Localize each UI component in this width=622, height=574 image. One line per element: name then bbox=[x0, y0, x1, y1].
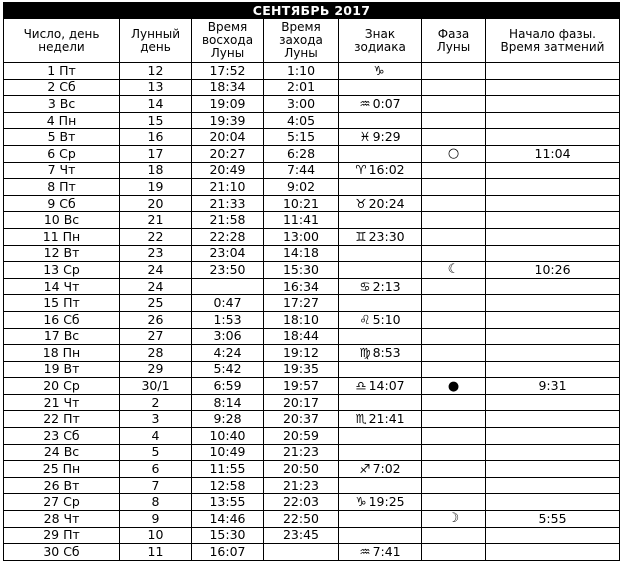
day-cell: 16 Сб bbox=[4, 311, 120, 328]
moonrise-cell: 9:28 bbox=[192, 411, 264, 428]
header-row bbox=[4, 19, 620, 63]
moonset-cell: 2:01 bbox=[264, 79, 339, 96]
table-row bbox=[4, 278, 620, 295]
moonrise-cell: 19:09 bbox=[192, 96, 264, 113]
moonset-cell: 19:57 bbox=[264, 378, 339, 395]
day-cell: 8 Пт bbox=[4, 179, 120, 196]
header-line: Луны bbox=[210, 46, 245, 60]
zodiac-cell bbox=[339, 394, 422, 411]
table-row bbox=[4, 79, 620, 96]
header-line: Время bbox=[207, 20, 248, 34]
lunar-day-cell: 13 bbox=[120, 79, 192, 96]
table-row bbox=[4, 63, 620, 80]
zodiac-cell bbox=[339, 278, 422, 295]
zodiac-sign-icon: ♒ bbox=[359, 95, 371, 111]
day-cell: 20 Ср bbox=[4, 378, 120, 395]
zodiac-cell bbox=[339, 228, 422, 245]
zodiac-cell bbox=[339, 544, 422, 561]
moonset-cell: 15:30 bbox=[264, 262, 339, 279]
table-row bbox=[4, 179, 620, 196]
lunar-day-cell: 3 bbox=[120, 411, 192, 428]
moonset-cell: 22:03 bbox=[264, 494, 339, 511]
zodiac-entry-time: 20:24 bbox=[368, 195, 405, 211]
header-line: Знак bbox=[364, 26, 396, 41]
moon-phase-cell bbox=[422, 411, 486, 428]
moon-phase-cell bbox=[422, 245, 486, 262]
table-row bbox=[4, 96, 620, 113]
moon-phase-cell bbox=[422, 96, 486, 113]
moon-phase-cell bbox=[422, 162, 486, 179]
zodiac-cell bbox=[339, 461, 422, 478]
phase-start-cell bbox=[486, 195, 620, 212]
header-line: восхода bbox=[201, 33, 254, 47]
zodiac-sign-icon: ♓ bbox=[359, 129, 371, 145]
header-moonset bbox=[264, 19, 339, 63]
day-cell: 21 Чт bbox=[4, 394, 120, 411]
table-row bbox=[4, 511, 620, 528]
moon-phase-cell bbox=[422, 345, 486, 362]
phase-start-cell bbox=[486, 179, 620, 196]
moon-phase-cell bbox=[422, 461, 486, 478]
moonset-cell: 20:37 bbox=[264, 411, 339, 428]
lunar-day-cell: 26 bbox=[120, 311, 192, 328]
day-cell: 24 Вс bbox=[4, 444, 120, 461]
moon-phase-cell bbox=[422, 195, 486, 212]
moonrise-cell: 8:14 bbox=[192, 394, 264, 411]
zodiac-cell bbox=[339, 179, 422, 196]
header-line: Лунный bbox=[130, 26, 181, 41]
table-row bbox=[4, 295, 620, 312]
lunar-day-cell: 5 bbox=[120, 444, 192, 461]
header-moon-phase bbox=[422, 19, 486, 63]
phase-start-cell bbox=[486, 278, 620, 295]
table-row bbox=[4, 494, 620, 511]
phase-start-cell bbox=[486, 63, 620, 80]
zodiac-sign-icon: ♋ bbox=[359, 278, 371, 294]
zodiac-cell bbox=[339, 328, 422, 345]
phase-start-cell bbox=[486, 428, 620, 445]
moon-phase-cell bbox=[422, 278, 486, 295]
moonset-cell: 19:12 bbox=[264, 345, 339, 362]
zodiac-entry-time: 0:07 bbox=[372, 95, 401, 111]
moonset-cell: 21:23 bbox=[264, 444, 339, 461]
moonset-cell: 11:41 bbox=[264, 212, 339, 229]
zodiac-cell bbox=[339, 112, 422, 129]
day-cell: 23 Сб bbox=[4, 428, 120, 445]
moonrise-cell: 23:50 bbox=[192, 262, 264, 279]
day-cell: 1 Пт bbox=[4, 63, 120, 80]
moon-phase-icon: ○ bbox=[447, 146, 460, 162]
moonset-cell: 20:50 bbox=[264, 461, 339, 478]
moon-phase-cell bbox=[422, 378, 486, 395]
lunar-day-cell: 12 bbox=[120, 63, 192, 80]
moonset-cell: 13:00 bbox=[264, 228, 339, 245]
moonrise-cell: 19:39 bbox=[192, 112, 264, 129]
zodiac-sign-icon: ♏ bbox=[355, 411, 367, 427]
lunar-day-cell: 28 bbox=[120, 345, 192, 362]
zodiac-entry-time: 7:41 bbox=[372, 544, 401, 560]
zodiac-sign-icon: ♑ bbox=[373, 62, 385, 78]
phase-start-cell bbox=[486, 361, 620, 378]
zodiac-sign-icon: ♍ bbox=[359, 344, 371, 360]
day-cell: 15 Пт bbox=[4, 295, 120, 312]
moonrise-cell: 5:42 bbox=[192, 361, 264, 378]
moonrise-cell bbox=[192, 278, 264, 295]
day-cell: 7 Чт bbox=[4, 162, 120, 179]
moonrise-cell: 22:28 bbox=[192, 228, 264, 245]
moonrise-cell: 14:46 bbox=[192, 511, 264, 528]
day-cell: 27 Ср bbox=[4, 494, 120, 511]
moon-phase-icon: ● bbox=[447, 378, 460, 394]
moonrise-cell: 0:47 bbox=[192, 295, 264, 312]
zodiac-sign-icon: ♒ bbox=[359, 544, 371, 560]
moonset-cell: 5:15 bbox=[264, 129, 339, 146]
zodiac-cell bbox=[339, 345, 422, 362]
moon-phase-cell bbox=[422, 428, 486, 445]
zodiac-cell bbox=[339, 245, 422, 262]
zodiac-entry-time: 5:10 bbox=[372, 311, 401, 327]
day-cell: 28 Чт bbox=[4, 511, 120, 528]
zodiac-cell bbox=[339, 428, 422, 445]
table-row bbox=[4, 411, 620, 428]
table-row bbox=[4, 361, 620, 378]
header-line: захода bbox=[279, 33, 323, 47]
lunar-day-cell: 29 bbox=[120, 361, 192, 378]
moonrise-cell: 18:34 bbox=[192, 79, 264, 96]
lunar-day-cell: 17 bbox=[120, 145, 192, 162]
moon-phase-cell bbox=[422, 311, 486, 328]
lunar-day-cell: 14 bbox=[120, 96, 192, 113]
table-row bbox=[4, 527, 620, 544]
moon-phase-cell bbox=[422, 361, 486, 378]
phase-start-cell bbox=[486, 394, 620, 411]
day-cell: 13 Ср bbox=[4, 262, 120, 279]
moon-phase-cell bbox=[422, 112, 486, 129]
zodiac-cell bbox=[339, 63, 422, 80]
moonrise-cell: 13:55 bbox=[192, 494, 264, 511]
zodiac-cell bbox=[339, 477, 422, 494]
zodiac-cell bbox=[339, 444, 422, 461]
phase-start-cell: 9:31 bbox=[486, 378, 620, 395]
zodiac-cell bbox=[339, 162, 422, 179]
phase-start-cell bbox=[486, 544, 620, 561]
table-row bbox=[4, 378, 620, 395]
zodiac-sign-icon: ♑ bbox=[355, 494, 367, 510]
header-line: зодиака bbox=[354, 39, 406, 54]
header-line: Время затмений bbox=[500, 39, 605, 54]
header-line: Луны bbox=[284, 46, 318, 60]
phase-start-cell bbox=[486, 79, 620, 96]
lunar-day-cell: 2 bbox=[120, 394, 192, 411]
phase-start-cell bbox=[486, 345, 620, 362]
header-line: Луны bbox=[436, 39, 471, 54]
moonset-cell: 16:34 bbox=[264, 278, 339, 295]
zodiac-entry-time: 7:02 bbox=[372, 461, 401, 477]
phase-start-cell bbox=[486, 328, 620, 345]
moonrise-cell: 20:27 bbox=[192, 145, 264, 162]
moonrise-cell: 23:04 bbox=[192, 245, 264, 262]
moonset-cell: 14:18 bbox=[264, 245, 339, 262]
moonrise-cell: 3:06 bbox=[192, 328, 264, 345]
phase-start-cell: 11:04 bbox=[486, 145, 620, 162]
phase-start-cell bbox=[486, 112, 620, 129]
zodiac-cell bbox=[339, 79, 422, 96]
moonset-cell: 17:27 bbox=[264, 295, 339, 312]
header-moonrise bbox=[192, 19, 264, 63]
phase-start-cell bbox=[486, 411, 620, 428]
phase-start-cell: 10:26 bbox=[486, 262, 620, 279]
table-row bbox=[4, 262, 620, 279]
table-row bbox=[4, 129, 620, 146]
moon-phase-cell bbox=[422, 212, 486, 229]
table-row bbox=[4, 444, 620, 461]
header-line: Фаза bbox=[437, 26, 470, 41]
header-line: день bbox=[140, 39, 171, 54]
moonrise-cell: 11:55 bbox=[192, 461, 264, 478]
phase-start-cell bbox=[486, 212, 620, 229]
day-cell: 4 Пн bbox=[4, 112, 120, 129]
zodiac-sign-icon: ♉ bbox=[355, 195, 367, 211]
lunar-day-cell: 4 bbox=[120, 428, 192, 445]
table-row bbox=[4, 228, 620, 245]
day-cell: 19 Вт bbox=[4, 361, 120, 378]
lunar-day-cell: 15 bbox=[120, 112, 192, 129]
header-day bbox=[4, 19, 120, 63]
zodiac-cell bbox=[339, 411, 422, 428]
phase-start-cell bbox=[486, 311, 620, 328]
phase-start-cell bbox=[486, 444, 620, 461]
zodiac-cell bbox=[339, 378, 422, 395]
phase-start-cell: 5:55 bbox=[486, 511, 620, 528]
table-row bbox=[4, 212, 620, 229]
moon-phase-cell bbox=[422, 295, 486, 312]
moonrise-cell: 12:58 bbox=[192, 477, 264, 494]
day-cell: 29 Пт bbox=[4, 527, 120, 544]
moonrise-cell: 21:33 bbox=[192, 195, 264, 212]
day-cell: 3 Вс bbox=[4, 96, 120, 113]
phase-start-cell bbox=[486, 295, 620, 312]
moonset-cell bbox=[264, 544, 339, 561]
day-cell: 18 Пн bbox=[4, 345, 120, 362]
phase-start-cell bbox=[486, 477, 620, 494]
moonset-cell: 3:00 bbox=[264, 96, 339, 113]
moon-calendar-table bbox=[3, 2, 620, 561]
lunar-day-cell: 23 bbox=[120, 245, 192, 262]
zodiac-cell bbox=[339, 361, 422, 378]
moon-phase-cell bbox=[422, 328, 486, 345]
day-cell: 17 Вс bbox=[4, 328, 120, 345]
zodiac-cell bbox=[339, 311, 422, 328]
zodiac-sign-icon: ♐ bbox=[359, 461, 371, 477]
table-body bbox=[4, 63, 620, 561]
moonset-cell: 20:17 bbox=[264, 394, 339, 411]
table-row bbox=[4, 345, 620, 362]
lunar-day-cell: 11 bbox=[120, 544, 192, 561]
moon-phase-cell bbox=[422, 394, 486, 411]
day-cell: 30 Сб bbox=[4, 544, 120, 561]
moon-phase-cell bbox=[422, 444, 486, 461]
zodiac-sign-icon: ♊ bbox=[355, 228, 367, 244]
moon-phase-cell bbox=[422, 527, 486, 544]
zodiac-cell bbox=[339, 511, 422, 528]
zodiac-cell bbox=[339, 527, 422, 544]
moonset-cell: 1:10 bbox=[264, 63, 339, 80]
moonrise-cell: 15:30 bbox=[192, 527, 264, 544]
zodiac-entry-time: 14:07 bbox=[368, 378, 405, 394]
zodiac-entry-time: 9:29 bbox=[372, 129, 401, 145]
moonrise-cell: 20:49 bbox=[192, 162, 264, 179]
zodiac-cell bbox=[339, 145, 422, 162]
lunar-day-cell: 25 bbox=[120, 295, 192, 312]
lunar-day-cell: 7 bbox=[120, 477, 192, 494]
table-row bbox=[4, 461, 620, 478]
day-cell: 26 Вт bbox=[4, 477, 120, 494]
table-row bbox=[4, 195, 620, 212]
lunar-day-cell: 9 bbox=[120, 511, 192, 528]
moon-phase-cell bbox=[422, 477, 486, 494]
moon-phase-cell bbox=[422, 262, 486, 279]
header-zodiac bbox=[339, 19, 422, 63]
table-row bbox=[4, 162, 620, 179]
moon-phase-cell bbox=[422, 63, 486, 80]
moon-phase-cell bbox=[422, 79, 486, 96]
moonset-cell: 4:05 bbox=[264, 112, 339, 129]
day-cell: 2 Сб bbox=[4, 79, 120, 96]
zodiac-cell bbox=[339, 262, 422, 279]
moonset-cell: 7:44 bbox=[264, 162, 339, 179]
lunar-day-cell: 24 bbox=[120, 262, 192, 279]
day-cell: 11 Пн bbox=[4, 228, 120, 245]
moonrise-cell: 21:10 bbox=[192, 179, 264, 196]
table-row bbox=[4, 544, 620, 561]
phase-start-cell bbox=[486, 245, 620, 262]
phase-start-cell bbox=[486, 96, 620, 113]
header-line: недели bbox=[38, 39, 85, 54]
zodiac-cell bbox=[339, 295, 422, 312]
moon-phase-icon: ☽ bbox=[447, 511, 460, 527]
header-line: Число, день bbox=[23, 26, 100, 41]
zodiac-sign-icon: ♎ bbox=[355, 378, 367, 394]
lunar-day-cell: 10 bbox=[120, 527, 192, 544]
moonrise-cell: 16:07 bbox=[192, 544, 264, 561]
moonset-cell: 22:50 bbox=[264, 511, 339, 528]
day-cell: 12 Вт bbox=[4, 245, 120, 262]
day-cell: 6 Ср bbox=[4, 145, 120, 162]
moonrise-cell: 17:52 bbox=[192, 63, 264, 80]
moonrise-cell: 1:53 bbox=[192, 311, 264, 328]
header-line: Время bbox=[281, 20, 321, 34]
lunar-day-cell: 24 bbox=[120, 278, 192, 295]
table-title: СЕНТЯБРЬ 2017 bbox=[4, 3, 620, 19]
table-row bbox=[4, 112, 620, 129]
lunar-day-cell: 22 bbox=[120, 228, 192, 245]
phase-start-cell bbox=[486, 162, 620, 179]
title-row bbox=[4, 3, 620, 19]
zodiac-cell bbox=[339, 212, 422, 229]
moonrise-cell: 10:40 bbox=[192, 428, 264, 445]
moonset-cell: 23:45 bbox=[264, 527, 339, 544]
moon-phase-cell bbox=[422, 145, 486, 162]
phase-start-cell bbox=[486, 494, 620, 511]
moon-phase-cell bbox=[422, 494, 486, 511]
zodiac-cell bbox=[339, 96, 422, 113]
moonset-cell: 19:35 bbox=[264, 361, 339, 378]
zodiac-entry-time: 21:41 bbox=[368, 411, 405, 427]
zodiac-cell bbox=[339, 195, 422, 212]
header-phase-start bbox=[486, 19, 620, 63]
phase-start-cell bbox=[486, 527, 620, 544]
moonset-cell: 6:28 bbox=[264, 145, 339, 162]
moonset-cell: 10:21 bbox=[264, 195, 339, 212]
lunar-day-cell: 16 bbox=[120, 129, 192, 146]
phase-start-cell bbox=[486, 228, 620, 245]
zodiac-cell bbox=[339, 494, 422, 511]
day-cell: 22 Пт bbox=[4, 411, 120, 428]
zodiac-cell bbox=[339, 129, 422, 146]
phase-start-cell bbox=[486, 461, 620, 478]
table-row bbox=[4, 328, 620, 345]
moonset-cell: 9:02 bbox=[264, 179, 339, 196]
moonrise-cell: 21:58 bbox=[192, 212, 264, 229]
day-cell: 10 Вс bbox=[4, 212, 120, 229]
moonset-cell: 20:59 bbox=[264, 428, 339, 445]
day-cell: 9 Сб bbox=[4, 195, 120, 212]
lunar-day-cell: 19 bbox=[120, 179, 192, 196]
day-cell: 14 Чт bbox=[4, 278, 120, 295]
moonrise-cell: 6:59 bbox=[192, 378, 264, 395]
zodiac-entry-time: 2:13 bbox=[372, 278, 401, 294]
lunar-day-cell: 27 bbox=[120, 328, 192, 345]
moon-phase-cell bbox=[422, 544, 486, 561]
lunar-day-cell: 18 bbox=[120, 162, 192, 179]
table-row bbox=[4, 477, 620, 494]
moon-phase-cell bbox=[422, 511, 486, 528]
moonset-cell: 21:23 bbox=[264, 477, 339, 494]
lunar-day-cell: 6 bbox=[120, 461, 192, 478]
lunar-day-cell: 30/1 bbox=[120, 378, 192, 395]
zodiac-entry-time: 8:53 bbox=[372, 344, 401, 360]
moonrise-cell: 20:04 bbox=[192, 129, 264, 146]
zodiac-entry-time: 16:02 bbox=[368, 162, 405, 178]
moonset-cell: 18:44 bbox=[264, 328, 339, 345]
moonrise-cell: 4:24 bbox=[192, 345, 264, 362]
moonset-cell: 18:10 bbox=[264, 311, 339, 328]
lunar-day-cell: 21 bbox=[120, 212, 192, 229]
table-row bbox=[4, 311, 620, 328]
lunar-day-cell: 8 bbox=[120, 494, 192, 511]
header-lunar-day bbox=[120, 19, 192, 63]
moon-phase-cell bbox=[422, 129, 486, 146]
zodiac-entry-time: 19:25 bbox=[368, 494, 405, 510]
moon-phase-cell bbox=[422, 228, 486, 245]
moonrise-cell: 10:49 bbox=[192, 444, 264, 461]
day-cell: 25 Пн bbox=[4, 461, 120, 478]
phase-start-cell bbox=[486, 129, 620, 146]
table-row bbox=[4, 245, 620, 262]
header-line: Начало фазы. bbox=[509, 26, 596, 41]
table-row bbox=[4, 394, 620, 411]
lunar-day-cell: 20 bbox=[120, 195, 192, 212]
table-row bbox=[4, 428, 620, 445]
zodiac-entry-time: 23:30 bbox=[368, 228, 405, 244]
moon-phase-icon: ☾ bbox=[447, 262, 460, 278]
moon-phase-cell bbox=[422, 179, 486, 196]
table-row bbox=[4, 145, 620, 162]
zodiac-sign-icon: ♈ bbox=[355, 162, 367, 178]
day-cell: 5 Вт bbox=[4, 129, 120, 146]
zodiac-sign-icon: ♌ bbox=[359, 311, 371, 327]
